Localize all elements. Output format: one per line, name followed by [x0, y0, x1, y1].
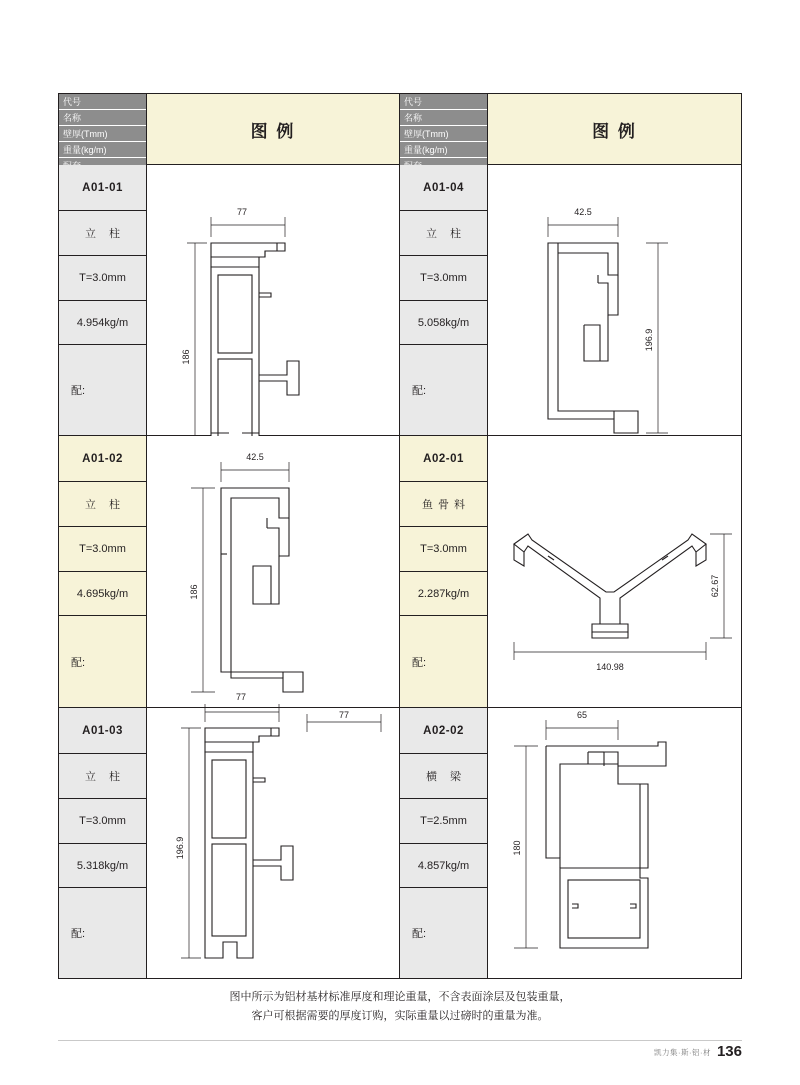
spec-weight: 2.287kg/m — [400, 572, 487, 616]
profile-drawing-a0102 — [147, 436, 399, 707]
spec-thickness: T=3.0mm — [59, 256, 146, 301]
spec-code: A01-01 — [59, 165, 146, 211]
header-column-left — [59, 94, 400, 164]
dim-top-label: 77 — [236, 207, 248, 217]
profile-drawing-a0202 — [488, 708, 741, 978]
header-example-title-left: 图 例 — [147, 94, 399, 164]
page-footer — [654, 1043, 742, 1060]
profile-cell-a0102 — [59, 436, 400, 707]
spec-name: 立 柱 — [59, 482, 146, 527]
spec-code: A02-01 — [400, 436, 487, 482]
page-number: 136 — [716, 1043, 742, 1060]
spec-accessory: 配: — [400, 616, 487, 707]
dim-top-a0103 — [295, 708, 405, 736]
spec-weight: 4.954kg/m — [59, 301, 146, 345]
spec-stack — [400, 708, 488, 978]
spec-accessory: 配: — [400, 345, 487, 435]
spec-code: A01-04 — [400, 165, 487, 211]
header-label-weight: 重量(kg/m) — [400, 142, 487, 158]
profile-cell-a0202 — [400, 708, 741, 978]
dim-side-label: 196.9 — [175, 836, 185, 860]
footnote-line-1: 图中所示为铝材基材标准厚度和理论重量，不含表面涂层及包装重量， — [229, 991, 571, 1003]
spec-stack — [400, 165, 488, 435]
brand-mark: 凯力集·斯·铝·材 — [653, 1048, 711, 1057]
catalog-grid — [58, 93, 742, 979]
dim-top-label: 65 — [576, 710, 588, 720]
profile-catalog-table — [58, 93, 742, 979]
spec-name: 鱼骨料 — [400, 482, 487, 527]
spec-weight: 4.857kg/m — [400, 844, 487, 888]
spec-weight: 4.695kg/m — [59, 572, 146, 616]
header-label-name: 名称 — [59, 110, 146, 126]
header-band — [59, 94, 741, 165]
dim-side-label: 180 — [512, 840, 522, 856]
spec-thickness: T=2.5mm — [400, 799, 487, 844]
spec-thickness: T=3.0mm — [59, 527, 146, 572]
spec-thickness: T=3.0mm — [400, 256, 487, 301]
profile-cell-a0101 — [59, 165, 400, 435]
dim-top-label: 77 — [338, 710, 350, 720]
header-label-thickness: 壁厚(Tmm) — [59, 126, 146, 142]
spec-name: 横 梁 — [400, 754, 487, 799]
spec-code: A01-02 — [59, 436, 146, 482]
spec-stack — [59, 708, 147, 978]
spec-weight: 5.058kg/m — [400, 301, 487, 345]
spec-accessory: 配: — [400, 888, 487, 978]
profile-drawing-a0103 — [147, 692, 399, 978]
dim-side-label: 186 — [181, 349, 191, 365]
footnote — [0, 988, 800, 1026]
spec-weight: 5.318kg/m — [59, 844, 146, 888]
dim-top-label: 42.5 — [574, 207, 592, 217]
spec-stack — [59, 436, 147, 707]
profile-band-3 — [59, 692, 741, 978]
header-label-weight: 重量(kg/m) — [59, 142, 146, 158]
spec-name: 立 柱 — [59, 211, 146, 256]
dim-side-label: 196.9 — [644, 328, 654, 352]
spec-thickness: T=3.0mm — [400, 527, 487, 572]
spec-code: A02-02 — [400, 708, 487, 754]
svg-text:77: 77 — [235, 692, 247, 702]
profile-drawing-a0101 — [147, 165, 399, 435]
dim-bottom-label: 140.98 — [596, 662, 624, 672]
header-label-code: 代号 — [59, 94, 146, 110]
spec-accessory: 配: — [59, 888, 146, 978]
profile-band-1 — [59, 165, 741, 436]
header-label-name: 名称 — [400, 110, 487, 126]
header-label-stack-right — [400, 94, 488, 164]
dim-side-label: 62.67 — [710, 574, 720, 598]
header-label-stack-left — [59, 94, 147, 164]
spec-accessory: 配: — [59, 345, 146, 435]
spec-name: 立 柱 — [59, 754, 146, 799]
profile-band-2 — [59, 436, 741, 708]
footnote-line-2: 客户可根据需要的厚度订购，实际重量以过磅时的重量为准。 — [251, 1010, 549, 1022]
header-example-title-right: 图 例 — [488, 94, 741, 164]
footer-divider — [58, 1040, 742, 1041]
spec-stack — [400, 436, 488, 707]
dim-side-label: 186 — [189, 584, 199, 600]
profile-drawing-a0104 — [488, 165, 741, 435]
profile-cell-a0104 — [400, 165, 741, 435]
spec-stack — [59, 165, 147, 435]
dim-top-label: 42.5 — [246, 452, 264, 462]
spec-name: 立 柱 — [400, 211, 487, 256]
spec-accessory: 配: — [59, 616, 146, 707]
profile-cell-a0201 — [400, 436, 741, 707]
spec-thickness: T=3.0mm — [59, 799, 146, 844]
profile-cell-a0103 — [59, 692, 400, 978]
profile-drawing-a0201 — [488, 436, 741, 707]
header-label-thickness: 壁厚(Tmm) — [400, 126, 487, 142]
spec-code: A01-03 — [59, 708, 146, 754]
header-column-right — [400, 94, 741, 164]
header-label-code: 代号 — [400, 94, 487, 110]
